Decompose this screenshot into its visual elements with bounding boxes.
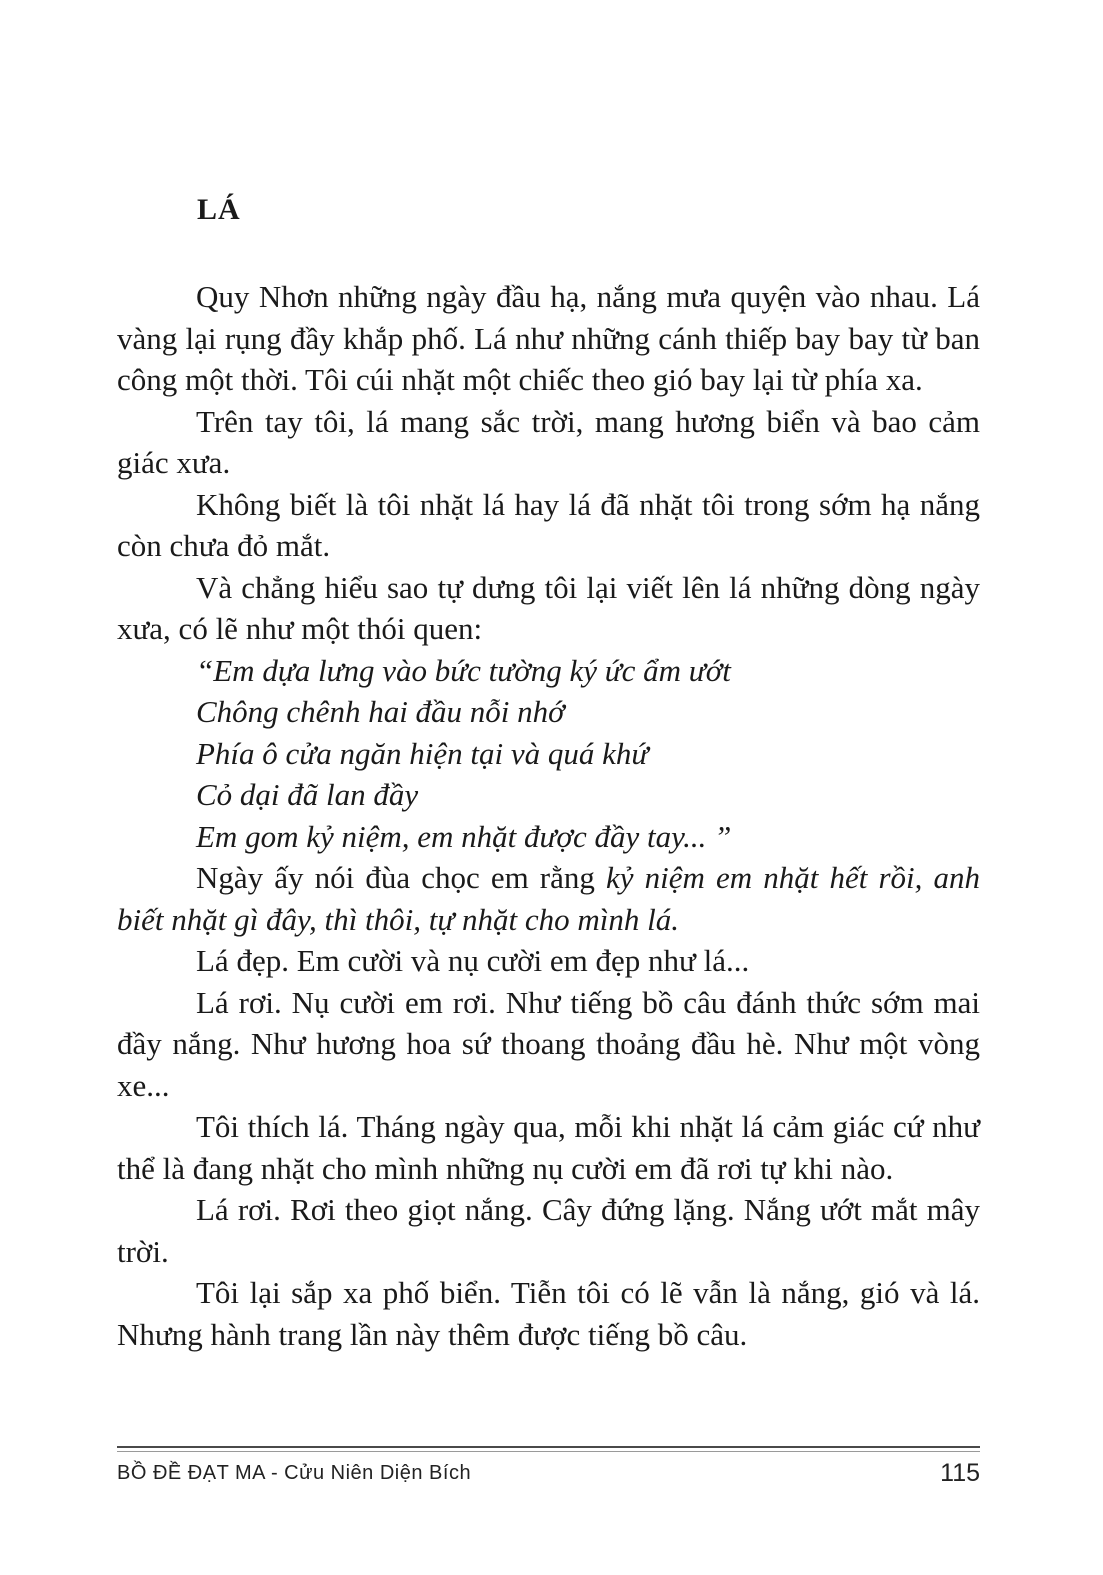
- paragraph-9: Lá rơi. Rơi theo giọt nắng. Cây đứng lặng. Nắng ướt mắt mây trời.: [117, 1192, 980, 1269]
- paragraph-8: Tôi thích lá. Tháng ngày qua, mỗi khi nhặt lá cảm giác cứ như thể là đang nhặt cho mình những nụ cười em đã rơi tự khi nào.: [117, 1109, 980, 1186]
- poem-line-2: Chông chênh hai đầu nỗi nhớ: [196, 694, 565, 729]
- poem-line-1: “Em dựa lưng vào bức tường ký ức ẩm ướt: [196, 652, 731, 688]
- joke-italic-text: kỷ niệm em nhặt hết rồi, anh biết nhặt gì đây, thì thôi, tự nhặt cho mình lá.: [117, 860, 980, 937]
- footer-rule-thin: [117, 1451, 980, 1452]
- paragraph-joke: [117, 857, 980, 940]
- poem-line-5: Em gom kỷ niệm, em nhặt được đầy tay... ”: [196, 818, 732, 854]
- poem-line-4: Cỏ dại đã lan đầy: [196, 777, 419, 812]
- paragraph-3: Không biết là tôi nhặt lá hay lá đã nhặt tôi trong sớm hạ nắng còn chưa đỏ mắt.: [117, 486, 980, 563]
- paragraph-2: Trên tay tôi, lá mang sắc trời, mang hương biển và bao cảm giác xưa.: [117, 403, 980, 480]
- poem-block: [117, 650, 980, 858]
- footer-rule: [117, 1446, 980, 1448]
- paragraph-4: Và chẳng hiểu sao tự dưng tôi lại viết lên lá những dòng ngày xưa, có lẽ như một thói quen:: [117, 569, 980, 646]
- page-number: 115: [940, 1459, 980, 1487]
- poem-line-3: Phía ô cửa ngăn hiện tại và quá khứ: [196, 735, 649, 771]
- footer-book-title: BỒ ĐỀ ĐẠT MA - Cửu Niên Diện Bích: [117, 1462, 472, 1484]
- paragraph-7: Lá rơi. Nụ cười em rơi. Như tiếng bồ câu đánh thức sớm mai đầy nắng. Như hương hoa sứ thoang thoảng đầu hè. Như một vòng xe...: [117, 984, 980, 1103]
- paragraph-6: Lá đẹp. Em cười và nụ cười em đẹp như lá...: [196, 943, 750, 978]
- joke-lead-text: Ngày ấy nói đùa chọc em rằng: [196, 860, 606, 895]
- chapter-body: [117, 276, 980, 1355]
- paragraph-1: Quy Nhơn những ngày đầu hạ, nắng mưa quyện vào nhau. Lá vàng lại rụng đầy khắp phố. Lá như những cánh thiếp bay bay từ ban công một thời. Tôi cúi nhặt một chiếc theo gió bay lại từ phía xa.: [117, 279, 980, 397]
- chapter-title: LÁ: [197, 193, 241, 226]
- paragraph-10: Tôi lại sắp xa phố biển. Tiễn tôi có lẽ vẫn là nắng, gió và lá. Nhưng hành trang lần này thêm được tiếng bồ câu.: [117, 1275, 980, 1352]
